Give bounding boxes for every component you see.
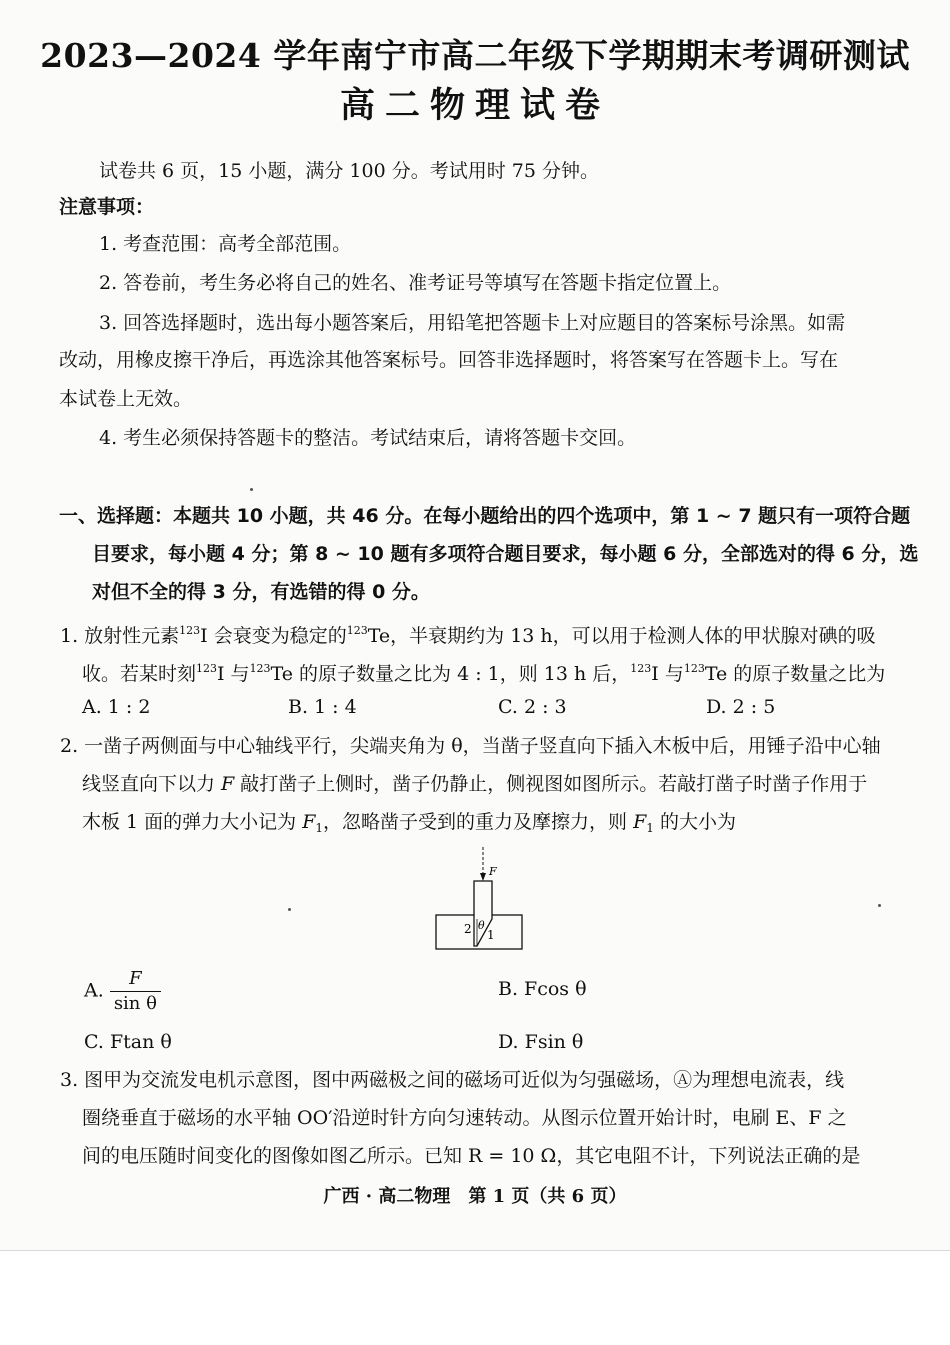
q2-option-c: C. Ftan θ bbox=[84, 1031, 172, 1053]
chisel-diagram bbox=[430, 843, 530, 953]
q1-option-c: C. 2 : 3 bbox=[498, 696, 567, 718]
notice-item-1: 1. 考查范围：高考全部范围。 bbox=[99, 233, 352, 255]
q2-stem-line-2: 线竖直向下以力 F 敲打凿子上侧时，凿子仍静止，侧视图如图所示。若敲打凿子时凿子作用于 bbox=[82, 773, 868, 795]
q3-stem-line-2: 圈绕垂直于磁场的水平轴 OO′沿逆时针方向匀速转动。从图示位置开始计时，电刷 E、F 之 bbox=[82, 1107, 847, 1129]
angle-label: θ bbox=[478, 919, 485, 932]
q1-stem-line-1: 1. 放射性元素$^{123}$I 会衰变为稳定的$^{123}$Te，半衰期约为 13 h，可以用于检测人体的甲状腺对碘的吸 bbox=[60, 624, 876, 647]
section-instructions-1: 一、选择题：本题共 10 小题，共 46 分。在每小题给出的四个选项中，第 1 ~ 7 题只有一项符合题 bbox=[59, 505, 911, 527]
q2-option-b: B. Fcos θ bbox=[498, 978, 587, 1000]
notice-heading: 注意事项： bbox=[59, 196, 155, 218]
q1-option-d: D. 2 : 5 bbox=[706, 696, 776, 718]
q2-stem-line-1: 2. 一凿子两侧面与中心轴线平行，尖端夹角为 θ，当凿子竖直向下插入木板中后，用锤子沿中心轴 bbox=[60, 735, 881, 757]
notice-item-4: 4. 考生必须保持答题卡的整洁。考试结束后，请将答题卡交回。 bbox=[99, 427, 637, 449]
q1-option-b: B. 1 : 4 bbox=[288, 696, 357, 718]
section-instructions-2: 目要求，每小题 4 分；第 8 ~ 10 题有多项符合题目要求，每小题 6 分，全部选对的得 6 分，选 bbox=[92, 543, 919, 565]
section-instructions-3: 对但不全的得 3 分，有选错的得 0 分。 bbox=[92, 581, 430, 603]
force-arrow-head bbox=[480, 873, 486, 881]
q2-stem-line-3: 木板 1 面的弹力大小记为 $F_1$，忽略凿子受到的重力及摩擦力，则 $F_1$ 的大小为 bbox=[82, 811, 736, 835]
q3-stem-line-3: 间的电压随时间变化的图像如图乙所示。已知 R = 10 Ω，其它电阻不计，下列说法正确的是 bbox=[82, 1145, 861, 1167]
page-footer: 广西 · 高二物理 第 1 页（共 6 页） bbox=[323, 1186, 627, 1207]
q3-stem-line-1: 3. 图甲为交流发电机示意图，图中两磁极之间的磁场可近似为匀强磁场，Ⓐ为理想电流表，线 bbox=[60, 1069, 845, 1091]
scan-speck bbox=[288, 908, 291, 911]
face-1-label: 1 bbox=[487, 928, 495, 942]
notice-item-3-end: 本试卷上无效。 bbox=[59, 388, 193, 410]
force-label: F bbox=[489, 865, 497, 878]
q2-option-a-fraction: $\frac{F}{\text{sin θ}}$ bbox=[110, 967, 161, 1016]
q1-stem-line-2: 收。若某时刻$^{123}$I 与$^{123}$Te 的原子数量之比为 4 : 1，则 13 h 后，$^{123}$I 与$^{123}$Te 的原子数量之比为 bbox=[82, 662, 886, 685]
q2-option-d: D. Fsin θ bbox=[498, 1031, 584, 1053]
notice-item-3-cont: 改动，用橡皮擦干净后，再选涂其他答案标号。回答非选择题时，将答案写在答题卡上。写在 bbox=[59, 349, 839, 371]
subject-title: 高二物理试卷 bbox=[339, 85, 610, 126]
face-2-label: 2 bbox=[464, 922, 472, 936]
notice-item-2: 2. 答卷前，考生务必将自己的姓名、准考证号等填写在答题卡指定位置上。 bbox=[99, 272, 732, 294]
notice-item-3: 3. 回答选择题时，选出每小题答案后，用铅笔把答题卡上对应题目的答案标号涂黑。如需 bbox=[99, 312, 846, 334]
scan-speck bbox=[250, 488, 253, 491]
q1-option-a: A. 1 : 2 bbox=[82, 696, 151, 718]
scan-speck bbox=[878, 904, 881, 907]
q2-option-a: A. $\frac{F}{\text{sin θ}}$ bbox=[84, 967, 161, 1016]
exam-title: 2023—2024 学年南宁市高二年级下学期期末考调研测试 bbox=[40, 36, 910, 75]
exam-summary: 试卷共 6 页，15 小题，满分 100 分。考试用时 75 分钟。 bbox=[99, 160, 599, 182]
